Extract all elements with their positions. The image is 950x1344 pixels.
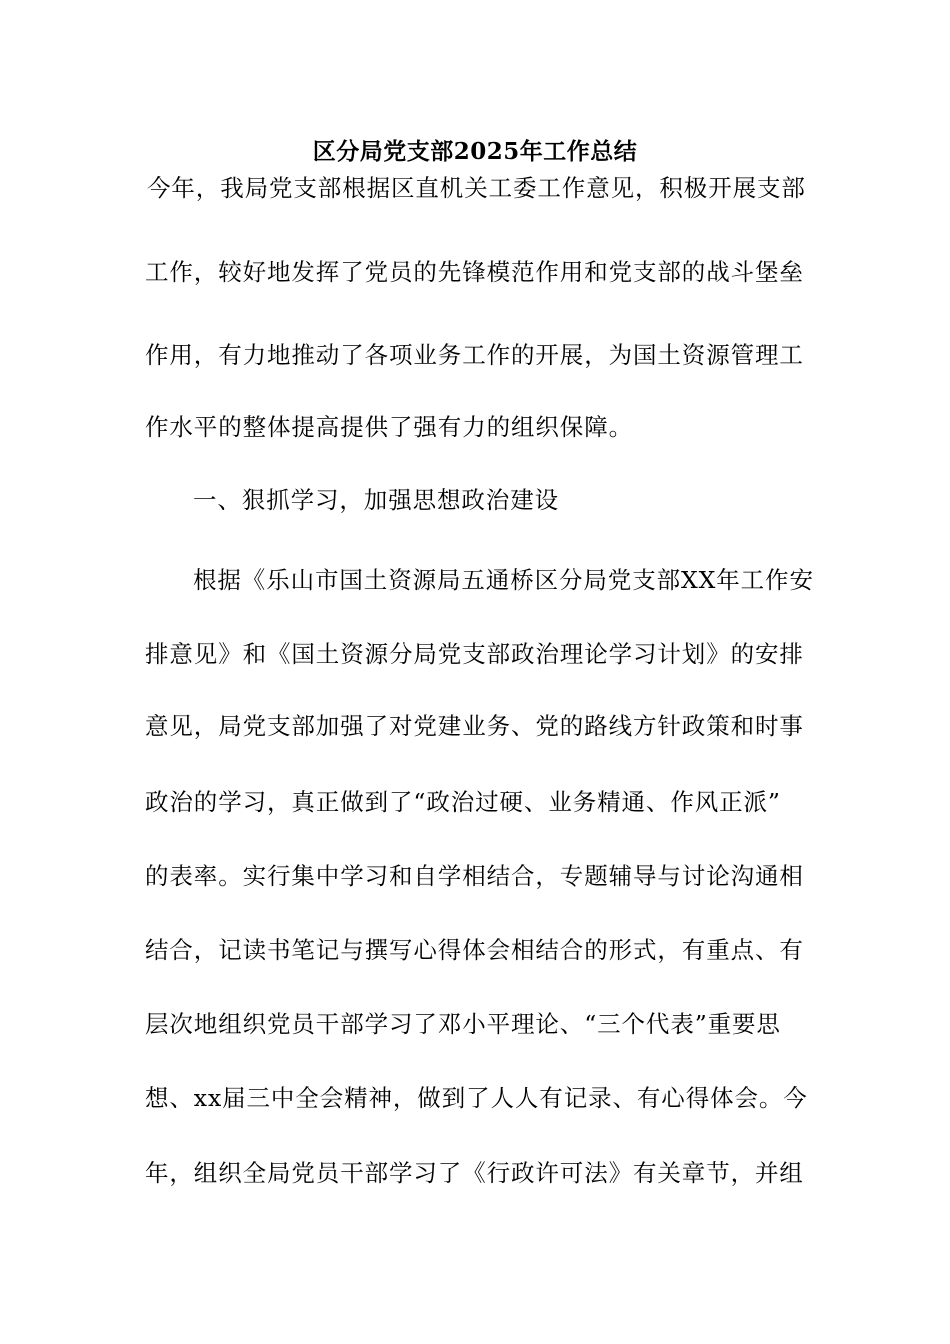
- paragraph-line: 工作，较好地发挥了党员的先锋模范作用和党支部的战斗堡垒: [145, 258, 804, 286]
- paragraph-line: 意见，局党支部加强了对党建业务、党的路线方针政策和时事: [145, 712, 804, 740]
- paragraph-line: 排意见》和《国土资源分局党支部政治理论学习计划》的安排: [145, 640, 804, 668]
- paragraph-line: 结合，记读书笔记与撰写心得体会相结合的形式，有重点、有: [145, 936, 804, 964]
- paragraph-line: 层次地组织党员干部学习了邓小平理论、“三个代表”重要思: [145, 1010, 781, 1038]
- document-title: 区分局党支部2025年工作总结: [312, 138, 638, 165]
- paragraph-line: 作用，有力地推动了各项业务工作的开展，为国土资源管理工: [145, 341, 804, 369]
- paragraph-line: 政治的学习，真正做到了“政治过硬、业务精通、作风正派”: [145, 788, 781, 816]
- paragraph-line: 年，组织全局党员干部学习了《行政许可法》有关章节，并组: [145, 1159, 804, 1187]
- paragraph-line: 想、xx届三中全会精神，做到了人人有记录、有心得体会。今: [145, 1084, 808, 1112]
- section-heading: 一、狠抓学习，加强思想政治建设: [193, 486, 559, 514]
- paragraph-line: 作水平的整体提高提供了强有力的组织保障。: [145, 413, 633, 441]
- paragraph-line: 根据《乐山市国土资源局五通桥区分局党支部XX年工作安: [193, 566, 814, 594]
- paragraph-line: 今年，我局党支部根据区直机关工委工作意见，积极开展支部: [147, 174, 806, 202]
- paragraph-line: 的表率。实行集中学习和自学相结合，专题辅导与讨论沟通相: [145, 862, 804, 890]
